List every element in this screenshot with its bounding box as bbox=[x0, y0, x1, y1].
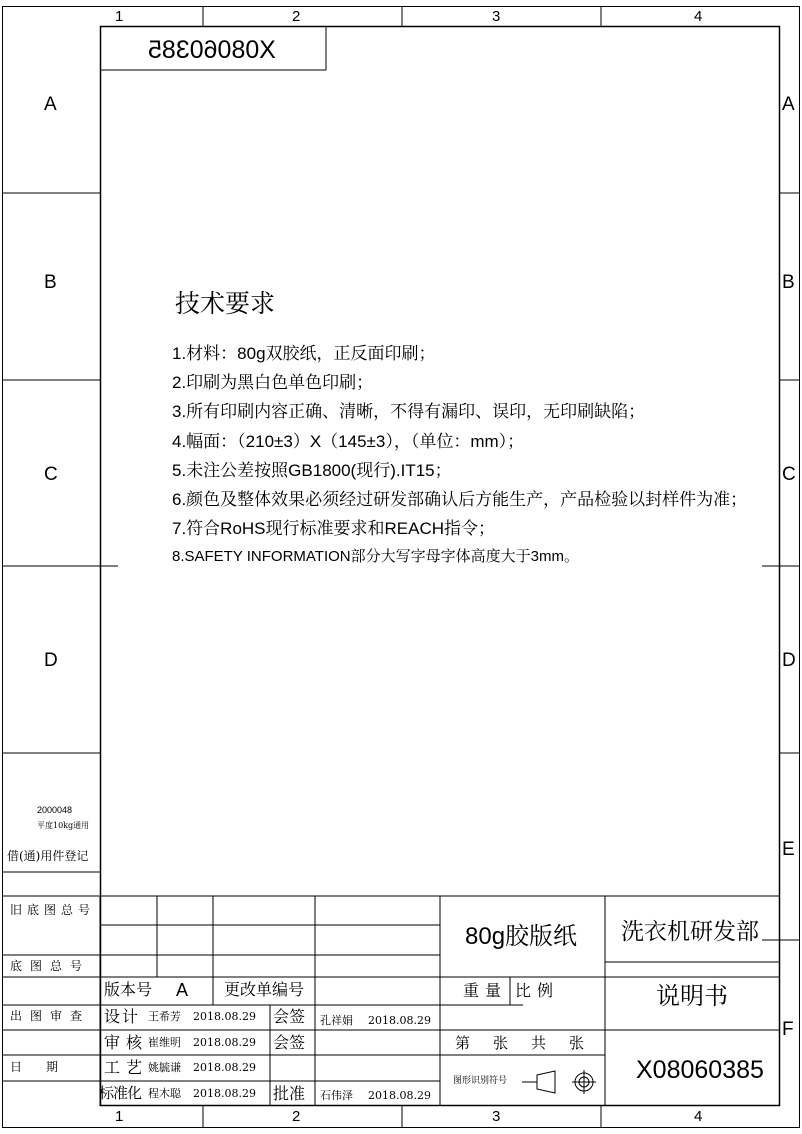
column-label-bottom-3: 3 bbox=[492, 1108, 501, 1125]
borrow-register-label: 借(通)用件登记 bbox=[7, 849, 89, 863]
requirement-item-1: 1.材料：80g双胶纸，正反面印刷； bbox=[172, 344, 436, 363]
document-name: 说明书 bbox=[656, 982, 728, 1010]
countersign-date: 2018.08.29 bbox=[368, 1014, 431, 1027]
row-label-left-a: A bbox=[44, 94, 57, 115]
old-base-number-label: 旧底图总号 bbox=[10, 903, 96, 917]
projection-symbol-label: 图形识别符号 bbox=[453, 1076, 508, 1086]
designer-date: 2018.08.29 bbox=[193, 1010, 256, 1023]
mirrored-doc-code: X08060385 bbox=[148, 36, 276, 64]
countersign-label-2: 会签 bbox=[273, 1033, 306, 1052]
reviewer-role: 审核 bbox=[104, 1033, 149, 1052]
process-name: 姚毓谦 bbox=[148, 1061, 181, 1074]
reviewer-date: 2018.08.29 bbox=[193, 1036, 256, 1049]
designer-name: 王希芳 bbox=[148, 1010, 181, 1023]
side-code: 2000048 bbox=[37, 805, 73, 815]
requirement-item-3: 3.所有印刷内容正确、清晰，不得有漏印、误印，无印刷缺陷； bbox=[172, 402, 646, 421]
requirement-item-7: 7.符合RoHS现行标准要求和REACH指令； bbox=[172, 519, 496, 538]
column-label-bottom-4: 4 bbox=[694, 1108, 703, 1125]
standardization-name: 程木聪 bbox=[148, 1087, 181, 1100]
row-label-right-a: A bbox=[782, 94, 795, 115]
process-date: 2018.08.29 bbox=[193, 1061, 256, 1074]
version-label: 版本号 bbox=[104, 980, 153, 999]
issue-review-label: 出图审查 bbox=[10, 1009, 91, 1023]
version-value: A bbox=[176, 980, 189, 1000]
row-label-right-d: D bbox=[782, 650, 796, 671]
column-label-top-1: 1 bbox=[115, 8, 124, 25]
countersign-label-1: 会签 bbox=[273, 1007, 306, 1026]
change-number-label: 更改单编号 bbox=[224, 980, 305, 999]
row-label-right-b: B bbox=[782, 272, 795, 293]
countersigner-name: 孔祥娟 bbox=[320, 1014, 353, 1027]
row-label-right-c: C bbox=[782, 464, 796, 485]
requirements-title: 技术要求 bbox=[175, 289, 276, 318]
column-label-top-3: 3 bbox=[492, 8, 501, 25]
row-label-right-e: E bbox=[782, 839, 795, 860]
row-label-right-f: F bbox=[782, 1019, 794, 1040]
projection-symbol bbox=[522, 1070, 596, 1094]
designer-role: 设计 bbox=[104, 1007, 141, 1026]
sheet-count-label: 第 张 共 张 bbox=[455, 1034, 589, 1052]
standardization-role: 标准化 bbox=[99, 1084, 142, 1102]
approval-label: 批准 bbox=[273, 1084, 306, 1103]
reviewer-name: 崔维明 bbox=[148, 1036, 181, 1049]
standardization-date: 2018.08.29 bbox=[193, 1087, 256, 1100]
requirement-item-2: 2.印刷为黑白色单色印刷； bbox=[172, 373, 374, 392]
row-label-left-b: B bbox=[44, 272, 57, 293]
process-role: 工艺 bbox=[104, 1058, 149, 1077]
date-label: 日 期 bbox=[10, 1060, 59, 1074]
department-name: 洗衣机研发部 bbox=[621, 919, 759, 945]
requirement-item-8: 8.SAFETY INFORMATION部分大写字母字体高度大于3mm。 bbox=[172, 548, 579, 565]
document-code: X08060385 bbox=[636, 1056, 764, 1084]
column-label-bottom-2: 2 bbox=[292, 1108, 301, 1125]
requirement-item-5: 5.未注公差按照GB1800(现行).IT15； bbox=[172, 461, 452, 480]
requirement-item-6: 6.颜色及整体效果必须经过研发部确认后方能生产，产品检验以封样件为准； bbox=[172, 490, 748, 509]
row-label-left-d: D bbox=[44, 650, 58, 671]
approver-name: 石伟泽 bbox=[320, 1089, 353, 1102]
requirement-item-4: 4.幅面：（210±3）X（145±3），（单位：mm）； bbox=[172, 432, 525, 451]
approval-date: 2018.08.29 bbox=[368, 1089, 431, 1102]
column-label-bottom-1: 1 bbox=[115, 1108, 124, 1125]
column-label-top-2: 2 bbox=[292, 8, 301, 25]
material-spec: 80g胶版纸 bbox=[465, 923, 578, 950]
scale-label: 比例 bbox=[515, 981, 560, 1000]
side-note: 平度10kg通用 bbox=[37, 821, 90, 830]
column-label-top-4: 4 bbox=[694, 8, 703, 25]
base-number-label: 底图总号 bbox=[10, 959, 91, 973]
weight-label: 重量 bbox=[463, 981, 508, 1000]
row-label-left-c: C bbox=[44, 464, 58, 485]
